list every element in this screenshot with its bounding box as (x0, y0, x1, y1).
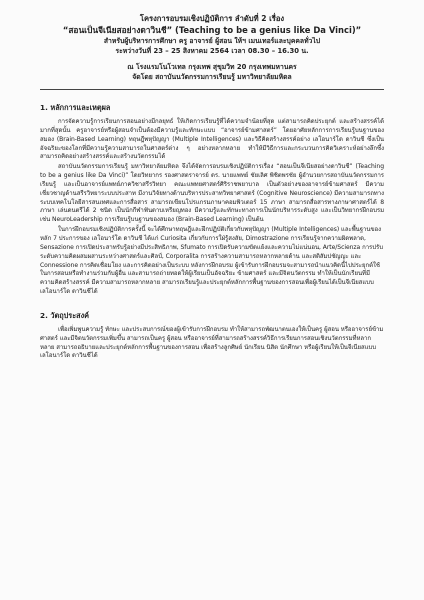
header-divider (40, 89, 384, 90)
course-title: “สอนเป็นจีเนียสอย่างดาวินชี” (Teaching to be a genius like Da Vinci)” (62, 24, 362, 35)
paragraph: การจัดความรู้การเรียนการสอนอย่างมีกลยุทธ์ ให้เกิดการเรียนรู้ที่ได้ความจำน้อยที่สุด แต่สามารถคิดประยุกต์ และสร้างสรรค์ได้มากที่สุดนั้น ครูอาจารย์หรือผู้สอนจำเป็นต้องมีความรู้และทักษะแบบ “อาจารย์ข้ามศาสตร์” โดยอาศัยหลักการการเรียนรู้บนฐานของสมอง (Brain-Based Learning) ทฤษฎีพหุปัญญา (Multiple Intelligences) และวิธีคิดสร้างสรรค์อย่าง เลโอนาร์โด ดาวินชี ซึ่งเป็นอัจฉริยะของโลกที่มีความรู้ความสามารถในศาสตร์ต่าง ๆ อย่างหลากหลาย ทำให้มีวิธีการและกระบวนการคิดวิเคราะห์อย่างลึกซึ้ง สามารถคิดอย่างสร้างสรรค์และสร้างนวัตกรรมได้ (40, 118, 384, 161)
program-line: โครงการอบรมเชิงปฏิบัติการ ลำดับที่ 2 เรื่อง (139, 14, 285, 23)
event-venue: ณ โรงแรมโนโวเทล กรุงเทพ สุขุมวิท 20 กรุงเทพมหานคร (127, 63, 297, 71)
paragraph: ในการฝึกอบรมเชิงปฏิบัติการครั้งนี้ จะได้ศึกษาทฤษฎีและฝึกปฏิบัติเกี่ยวกับพหุปัญญา (Multiple Intelligences) และพื้นฐานของหลัก 7 ประการของ เลโอนาร์โด ดาวินชี ได้แก่ Curiosita เกี่ยวกับการใฝ่รู้สงสัย, Dimostrazione การเรียนรู้จากความผิดพลาด, Sensazione การเปิดประสาทรับรู้อย่างมีประสิทธิภาพ, Sfumato การเปิดรับความขัดแย้งและความไม่แน่นอน, Arte/Scienza การปรับระดับความคิดผสมผสานระหว่างศาสตร์และศิลป์, Corporalita การสร้างความสามารถหลากหลายด้าน และสติสัมปชัญญะ และ Connessione การคิดเชื่อมโยง และการคิดอย่างเป็นระบบ หลังการฝึกอบรม ผู้เข้ารับการฝึกอบรมจะสามารถนำแนวคิดนี้ไปประยุกต์ใช้ในการสอนหรือทำงานร่วมกับผู้อื่น และสามารถถ่ายทอดให้ผู้เรียนเป็นอัจฉริยะ ข้ามศาสตร์ และมีจิตนวัตกรรม ทำให้เป็นนักเรียนที่มีความคิดสร้างสรรค์ มีความสามารถหลากหลาย สามารถเรียนรู้และประยุกต์หลักการพื้นฐานของการสอนเพื่อผู้เรียนได้เป็นจีเนียสแบบเลโอนาร์โด ดาวินชีได้ (40, 226, 384, 296)
paragraph: เพื่อเพิ่มพูนความรู้ ทักษะ และประสบการณ์ของผู้เข้ารับการฝึกอบรม ทำให้สามารถพัฒนาตนเองให้เป็นครู ผู้สอน หรืออาจารย์ข้ามศาสตร์ และมีจิตนวัตกรรมเพิ่มขึ้น สามารถเป็นครู ผู้สอน หรืออาจารย์ที่สามารถสร้างสรรค์วิธีการเรียนการสอนเชิงนวัตกรรมที่หลากหลาย สามารถอธิบายและประยุกต์หลักการพื้นฐานของการสอน เพื่อสร้างลูกศิษย์ นักเรียน นิสิต นักศึกษา หรือผู้เรียนให้เป็นจีเนียสแบบเลโอนาร์โด ดาวินชีได้ (40, 325, 384, 360)
document-header (40, 14, 384, 82)
target-audience: สำหรับผู้บริหารการศึกษา ครู อาจารย์ ผู้สอน ให้ฯ เมนเทอร์และบุคคลทั่วไป (103, 37, 321, 45)
paragraph: สถาบันนวัตกรรมการเรียนรู้ มหาวิทยาลัยมหิดล จึงได้จัดการอบรมเชิงปฏิบัติการเรื่อง “สอนเป็นจีเนียสอย่างดาวินชี” (Teaching to be a genius like Da Vinci)” โดยวิทยากร รองศาสตราจารย์ ดร. นายแพทย์ ชัยเลิศ พิชิตพรชัย ผู้อำนวยการสถาบันนวัตกรรมการเรียนรู้ และเป็นอาจารย์แพทย์ภาควิชาสรีรวิทยา คณะแพทยศาสตร์ศิริราชพยาบาล เป็นตัวอย่างของอาจารย์ข้ามศาสตร์ มีความเชี่ยวชาญด้านสรีรวิทยาระบบประสาท มีงานวิจัยทางด้านบริหารประสาทวิทยาศาสตร์ (Cognitive Neuroscience) มีความสามารถทางระบบเทคโนโลยีสารสนเทศและการสื่อสาร สามารถเขียนโปรแกรมภาษาคอมพิวเตอร์ 15 ภาษา สามารถสื่อสารทางภาษาศาสตร์ได้ 8 ภาษา เล่นดนตรีได้ 2 ชนิด เป็นนักกีฬาฟันดาบเหรียญทอง มีความรู้และทักษะทางการเป็นนักบริหารระดับสูง และเป็นวิทยากรฝึกอบรม เช่น NeuroLeadership การเรียนรู้บนฐานของสมอง (Brain-Based Learning) เป็นต้น (40, 163, 384, 224)
section-heading-rationale: 1. หลักการและเหตุผล (40, 103, 111, 112)
organizer: จัดโดย สถาบันนวัตกรรมการเรียนรู้ มหาวิทยาลัยมหิดล (132, 73, 292, 81)
section-heading-objectives: 2. วัตถุประสงค์ (40, 310, 90, 320)
event-dates: ระหว่างวันที่ 23 – 25 สิงหาคม 2564 เวลา 08.30 – 16.30 น. (115, 47, 309, 55)
